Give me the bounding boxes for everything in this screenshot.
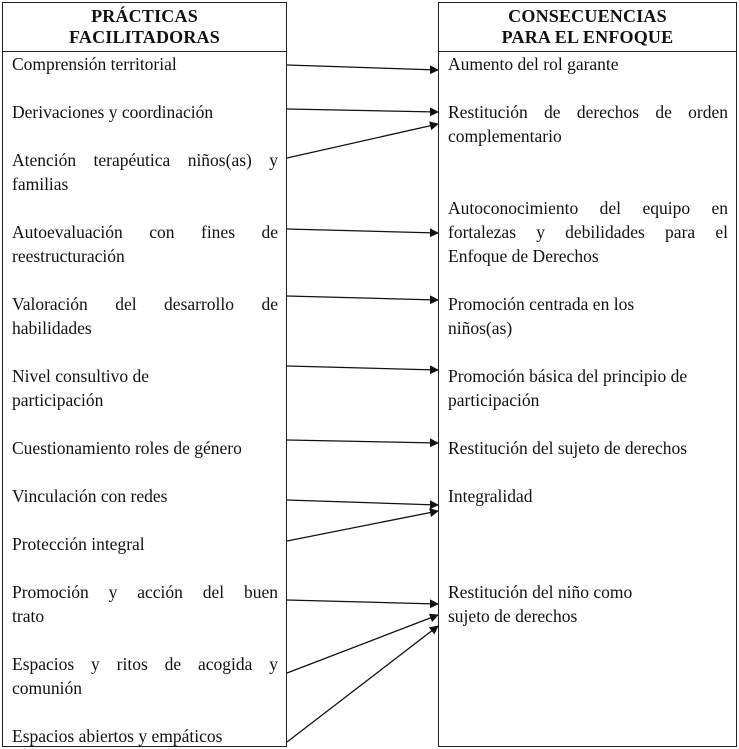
consequence-line: Autoconocimiento del equipo en bbox=[448, 198, 728, 218]
practices-header-line1: PRÁCTICAS bbox=[91, 6, 198, 26]
consequence-item bbox=[448, 484, 728, 508]
arrow-p10-c8 bbox=[287, 600, 438, 604]
practice-line: comunión bbox=[12, 678, 82, 698]
arrow-p7-c6 bbox=[287, 440, 438, 443]
consequence-item bbox=[448, 364, 728, 412]
consequence-line: Enfoque de Derechos bbox=[448, 246, 599, 266]
consequence-line: participación bbox=[448, 390, 540, 410]
consequence-line: Promoción básica del principio de bbox=[448, 366, 688, 386]
practice-item bbox=[12, 652, 278, 700]
practice-line: trato bbox=[12, 606, 45, 626]
consequence-line: Restitución del niño como bbox=[448, 582, 633, 602]
practice-line: Comprensión territorial bbox=[12, 54, 177, 74]
practice-item bbox=[12, 364, 278, 412]
consequence-line: Aumento del rol garante bbox=[448, 54, 619, 74]
practice-line: reestructuración bbox=[12, 246, 125, 266]
consequence-line: Promoción centrada en los bbox=[448, 294, 635, 314]
practice-line: Vinculación con redes bbox=[12, 486, 168, 506]
arrow-p9-c7 bbox=[287, 511, 438, 541]
arrow-p2-c2 bbox=[287, 109, 438, 112]
practice-item bbox=[12, 532, 278, 556]
arrow-p5-c4 bbox=[287, 296, 438, 300]
practices-column bbox=[2, 2, 287, 747]
practice-line: Espacios abiertos y empáticos bbox=[12, 726, 223, 746]
practice-line: Nivel consultivo de bbox=[12, 366, 150, 386]
arrow-p8-c7 bbox=[287, 500, 438, 505]
practice-line: Espacios y ritos de acogida y bbox=[12, 654, 278, 674]
practice-item bbox=[12, 148, 278, 196]
practice-line: Atención terapéutica niños(as) y bbox=[12, 150, 278, 170]
practice-item bbox=[12, 436, 278, 460]
arrow-p12-c8 bbox=[287, 626, 438, 742]
practice-line: Protección integral bbox=[12, 534, 145, 554]
practice-line: familias bbox=[12, 174, 69, 194]
arrow-p11-c8 bbox=[287, 615, 438, 673]
arrow-p4-c3 bbox=[287, 229, 438, 233]
consequences-header-line1: CONSECUENCIAS bbox=[508, 6, 667, 26]
consequences-header bbox=[439, 3, 736, 52]
practice-item bbox=[12, 484, 278, 508]
practices-header bbox=[3, 3, 286, 52]
consequence-item bbox=[448, 52, 728, 76]
practice-item bbox=[12, 724, 278, 748]
consequence-item bbox=[448, 436, 728, 460]
consequence-item bbox=[448, 580, 728, 628]
practice-line: Autoevaluación con fines de bbox=[12, 222, 278, 242]
practice-line: Promoción y acción del buen bbox=[12, 582, 278, 602]
consequence-item bbox=[448, 292, 728, 340]
practice-item bbox=[12, 580, 278, 628]
practice-item bbox=[12, 100, 278, 124]
consequences-header-line2: PARA EL ENFOQUE bbox=[501, 27, 674, 47]
consequence-line: complementario bbox=[448, 126, 562, 146]
consequence-line: fortalezas y debilidades para el bbox=[448, 222, 728, 242]
consequence-item bbox=[448, 100, 728, 148]
arrow-p6-c5 bbox=[287, 366, 438, 370]
consequence-line: sujeto de derechos bbox=[448, 606, 578, 626]
practices-header-line2: FACILITADORAS bbox=[69, 27, 220, 47]
practice-line: Valoración del desarrollo de bbox=[12, 294, 278, 314]
arrow-p3-c2 bbox=[287, 124, 438, 158]
consequence-item bbox=[448, 196, 728, 268]
practice-line: Derivaciones y coordinación bbox=[12, 102, 214, 122]
practice-item bbox=[12, 52, 278, 76]
practice-item bbox=[12, 220, 278, 268]
consequence-line: Restitución de derechos de orden bbox=[448, 102, 728, 122]
practice-line: participación bbox=[12, 390, 104, 410]
practice-line: habilidades bbox=[12, 318, 92, 338]
consequence-line: Restitución del sujeto de derechos bbox=[448, 438, 688, 458]
arrow-p1-c1 bbox=[287, 65, 438, 70]
practice-line: Cuestionamiento roles de género bbox=[12, 438, 242, 458]
consequence-line: Integralidad bbox=[448, 486, 533, 506]
practice-item bbox=[12, 292, 278, 340]
consequence-line: niños(as) bbox=[448, 318, 513, 338]
consequences-column bbox=[438, 2, 737, 747]
